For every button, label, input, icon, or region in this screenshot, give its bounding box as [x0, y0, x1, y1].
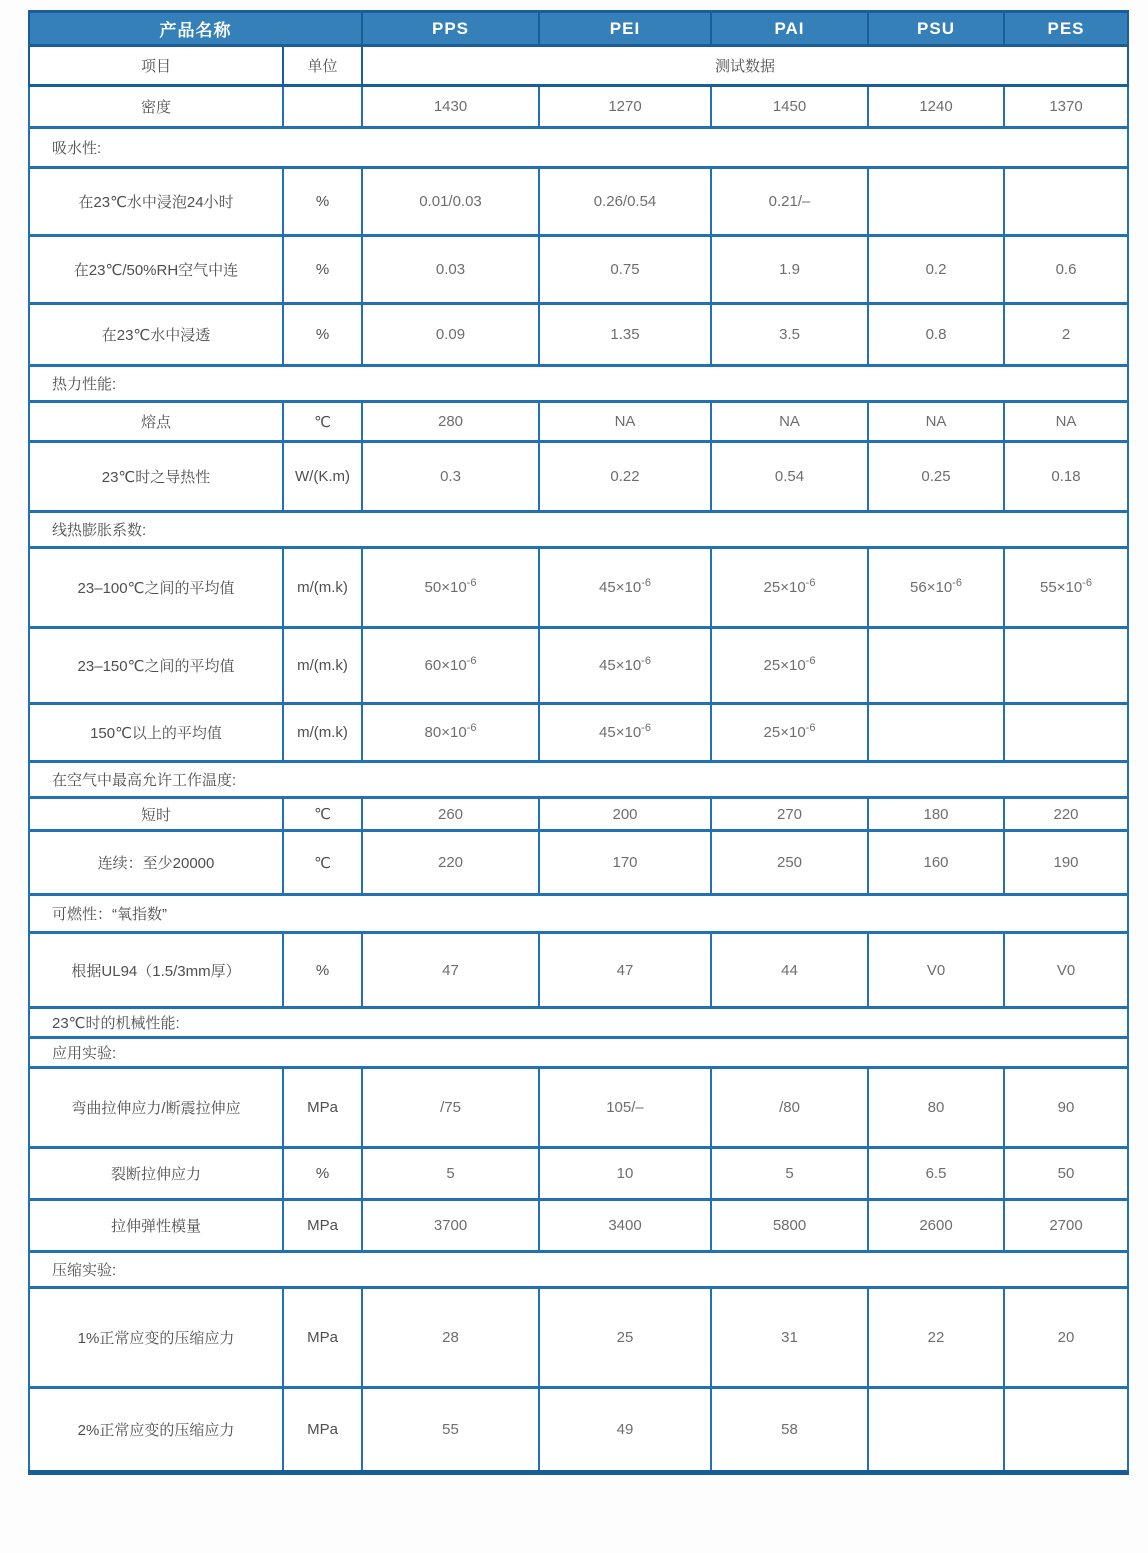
- section-header-cell: 线热膨胀系数:: [29, 512, 1128, 548]
- value-cell: NA: [868, 402, 1004, 442]
- data-row: [29, 1148, 1128, 1200]
- value-cell: 0.8: [868, 304, 1004, 366]
- value-cell: 44: [711, 933, 868, 1008]
- value-cell: 160: [868, 831, 1004, 895]
- product-column-header-pei: PEI: [539, 12, 711, 46]
- unit-cell: %: [283, 236, 362, 304]
- value-cell: 0.03: [362, 236, 539, 304]
- value-cell: /80: [711, 1068, 868, 1148]
- value-cell: V0: [868, 933, 1004, 1008]
- data-row: [29, 1200, 1128, 1252]
- value-cell: 0.22: [539, 442, 711, 512]
- section-header-cell: 热力性能:: [29, 366, 1128, 402]
- value-cell: 280: [362, 402, 539, 442]
- value-cell: $25\times 10^{-6}$: [711, 548, 868, 628]
- value-cell: 0.2: [868, 236, 1004, 304]
- row-label-cell: 密度: [29, 86, 283, 128]
- row-label-cell: 23–100℃之间的平均值: [29, 548, 283, 628]
- value-cell: 270: [711, 798, 868, 831]
- data-row: [29, 548, 1128, 628]
- value-cell: 5: [362, 1148, 539, 1200]
- value-cell: 2600: [868, 1200, 1004, 1252]
- unit-cell: m/(m.k): [283, 704, 362, 762]
- value-cell: 55: [362, 1388, 539, 1473]
- value-cell: $60\times 10^{-6}$: [362, 628, 539, 704]
- unit-cell: %: [283, 933, 362, 1008]
- section-header-cell: 在空气中最高允许工作温度:: [29, 762, 1128, 798]
- header-row: [29, 12, 1128, 46]
- value-cell: 31: [711, 1288, 868, 1388]
- value-cell: NA: [539, 402, 711, 442]
- row-label-cell: 在23℃/50%RH空气中连: [29, 236, 283, 304]
- value-cell: [1004, 704, 1128, 762]
- section-row: [29, 1252, 1128, 1288]
- subheader-row: [29, 46, 1128, 86]
- section-row: [29, 366, 1128, 402]
- value-cell: $80\times 10^{-6}$: [362, 704, 539, 762]
- section-header-cell: 23℃时的机械性能:: [29, 1008, 1128, 1038]
- row-label-cell: 1%正常应变的压缩应力: [29, 1288, 283, 1388]
- value-cell: 10: [539, 1148, 711, 1200]
- value-cell: 220: [1004, 798, 1128, 831]
- section-header-cell: 压缩实验:: [29, 1252, 1128, 1288]
- data-row: [29, 831, 1128, 895]
- product-column-header-psu: PSU: [868, 12, 1004, 46]
- value-cell: [1004, 628, 1128, 704]
- section-row: [29, 1038, 1128, 1068]
- value-cell: 5: [711, 1148, 868, 1200]
- row-label-cell: 熔点: [29, 402, 283, 442]
- unit-cell: [283, 86, 362, 128]
- value-cell: 47: [362, 933, 539, 1008]
- value-cell: $25\times 10^{-6}$: [711, 704, 868, 762]
- unit-cell: MPa: [283, 1200, 362, 1252]
- row-label-cell: 弯曲拉伸应力/断震拉伸应: [29, 1068, 283, 1148]
- value-cell: 0.25: [868, 442, 1004, 512]
- unit-column-header: 单位: [283, 46, 362, 86]
- value-cell: 250: [711, 831, 868, 895]
- data-row: [29, 168, 1128, 236]
- value-cell: 1430: [362, 86, 539, 128]
- value-cell: 28: [362, 1288, 539, 1388]
- data-row: [29, 1388, 1128, 1473]
- section-row: [29, 1008, 1128, 1038]
- value-cell: 6.5: [868, 1148, 1004, 1200]
- section-row: [29, 895, 1128, 933]
- value-cell: 22: [868, 1288, 1004, 1388]
- value-cell: [868, 168, 1004, 236]
- item-column-header: 项目: [29, 46, 283, 86]
- value-cell: $45\times 10^{-6}$: [539, 628, 711, 704]
- value-cell: 0.18: [1004, 442, 1128, 512]
- row-label-cell: 短时: [29, 798, 283, 831]
- value-cell: $55\times 10^{-6}$: [1004, 548, 1128, 628]
- value-cell: 105/–: [539, 1068, 711, 1148]
- value-cell: V0: [1004, 933, 1128, 1008]
- product-column-header-pps: PPS: [362, 12, 539, 46]
- value-cell: 1.35: [539, 304, 711, 366]
- value-cell: $45\times 10^{-6}$: [539, 548, 711, 628]
- unit-cell: %: [283, 1148, 362, 1200]
- row-label-cell: 根据UL94（1.5/3mm厚）: [29, 933, 283, 1008]
- material-properties-table: [28, 10, 1129, 1475]
- section-row: [29, 512, 1128, 548]
- value-cell: 1.9: [711, 236, 868, 304]
- row-label-cell: 150℃以上的平均值: [29, 704, 283, 762]
- value-cell: 0.75: [539, 236, 711, 304]
- unit-cell: m/(m.k): [283, 628, 362, 704]
- unit-cell: ℃: [283, 402, 362, 442]
- unit-cell: MPa: [283, 1388, 362, 1473]
- value-cell: 3700: [362, 1200, 539, 1252]
- value-cell: 80: [868, 1068, 1004, 1148]
- value-cell: 1270: [539, 86, 711, 128]
- value-cell: 190: [1004, 831, 1128, 895]
- row-label-cell: 2%正常应变的压缩应力: [29, 1388, 283, 1473]
- table-body: [29, 86, 1128, 1473]
- data-row: [29, 236, 1128, 304]
- row-label-cell: 23–150℃之间的平均值: [29, 628, 283, 704]
- value-cell: 5800: [711, 1200, 868, 1252]
- value-cell: 0.26/0.54: [539, 168, 711, 236]
- row-label-cell: 连续：至少20000: [29, 831, 283, 895]
- data-row: [29, 1288, 1128, 1388]
- unit-cell: MPa: [283, 1068, 362, 1148]
- row-label-cell: 裂断拉伸应力: [29, 1148, 283, 1200]
- data-row: [29, 933, 1128, 1008]
- value-cell: $50\times 10^{-6}$: [362, 548, 539, 628]
- value-cell: 90: [1004, 1068, 1128, 1148]
- value-cell: 58: [711, 1388, 868, 1473]
- data-row: [29, 704, 1128, 762]
- value-cell: 1240: [868, 86, 1004, 128]
- section-header-cell: 应用实验:: [29, 1038, 1128, 1068]
- value-cell: $45\times 10^{-6}$: [539, 704, 711, 762]
- data-row: [29, 304, 1128, 366]
- unit-cell: W/(K.m): [283, 442, 362, 512]
- value-cell: 20: [1004, 1288, 1128, 1388]
- value-cell: 0.21/–: [711, 168, 868, 236]
- section-header-cell: 可燃性：“氧指数”: [29, 895, 1128, 933]
- value-cell: 2: [1004, 304, 1128, 366]
- unit-cell: ℃: [283, 798, 362, 831]
- row-label-cell: 23℃时之导热性: [29, 442, 283, 512]
- value-cell: /75: [362, 1068, 539, 1148]
- value-cell: [1004, 168, 1128, 236]
- value-cell: 0.01/0.03: [362, 168, 539, 236]
- value-cell: 170: [539, 831, 711, 895]
- value-cell: 3400: [539, 1200, 711, 1252]
- value-cell: 180: [868, 798, 1004, 831]
- row-label-cell: 拉伸弹性模量: [29, 1200, 283, 1252]
- product-column-header-pai: PAI: [711, 12, 868, 46]
- value-cell: [868, 628, 1004, 704]
- value-cell: $56\times 10^{-6}$: [868, 548, 1004, 628]
- section-row: [29, 128, 1128, 168]
- unit-cell: ℃: [283, 831, 362, 895]
- section-header-cell: 吸水性:: [29, 128, 1128, 168]
- data-row: [29, 628, 1128, 704]
- value-cell: 49: [539, 1388, 711, 1473]
- value-cell: 1370: [1004, 86, 1128, 128]
- value-cell: 0.09: [362, 304, 539, 366]
- section-row: [29, 762, 1128, 798]
- value-cell: 3.5: [711, 304, 868, 366]
- value-cell: 0.54: [711, 442, 868, 512]
- data-row: [29, 442, 1128, 512]
- value-cell: [868, 1388, 1004, 1473]
- value-cell: [868, 704, 1004, 762]
- value-cell: 2700: [1004, 1200, 1128, 1252]
- test-data-header: 测试数据: [362, 46, 1128, 86]
- unit-cell: m/(m.k): [283, 548, 362, 628]
- value-cell: 0.3: [362, 442, 539, 512]
- value-cell: 25: [539, 1288, 711, 1388]
- data-row: [29, 86, 1128, 128]
- row-label-cell: 在23℃水中浸透: [29, 304, 283, 366]
- value-cell: NA: [1004, 402, 1128, 442]
- product-name-header: 产品名称: [29, 12, 362, 46]
- value-cell: 200: [539, 798, 711, 831]
- value-cell: [1004, 1388, 1128, 1473]
- value-cell: 260: [362, 798, 539, 831]
- value-cell: 47: [539, 933, 711, 1008]
- data-row: [29, 1068, 1128, 1148]
- value-cell: $25\times 10^{-6}$: [711, 628, 868, 704]
- unit-cell: MPa: [283, 1288, 362, 1388]
- value-cell: 220: [362, 831, 539, 895]
- data-row: [29, 402, 1128, 442]
- unit-cell: %: [283, 168, 362, 236]
- data-row: [29, 798, 1128, 831]
- value-cell: 0.6: [1004, 236, 1128, 304]
- row-label-cell: 在23℃水中浸泡24小时: [29, 168, 283, 236]
- unit-cell: %: [283, 304, 362, 366]
- value-cell: 50: [1004, 1148, 1128, 1200]
- value-cell: NA: [711, 402, 868, 442]
- product-column-header-pes: PES: [1004, 12, 1128, 46]
- value-cell: 1450: [711, 86, 868, 128]
